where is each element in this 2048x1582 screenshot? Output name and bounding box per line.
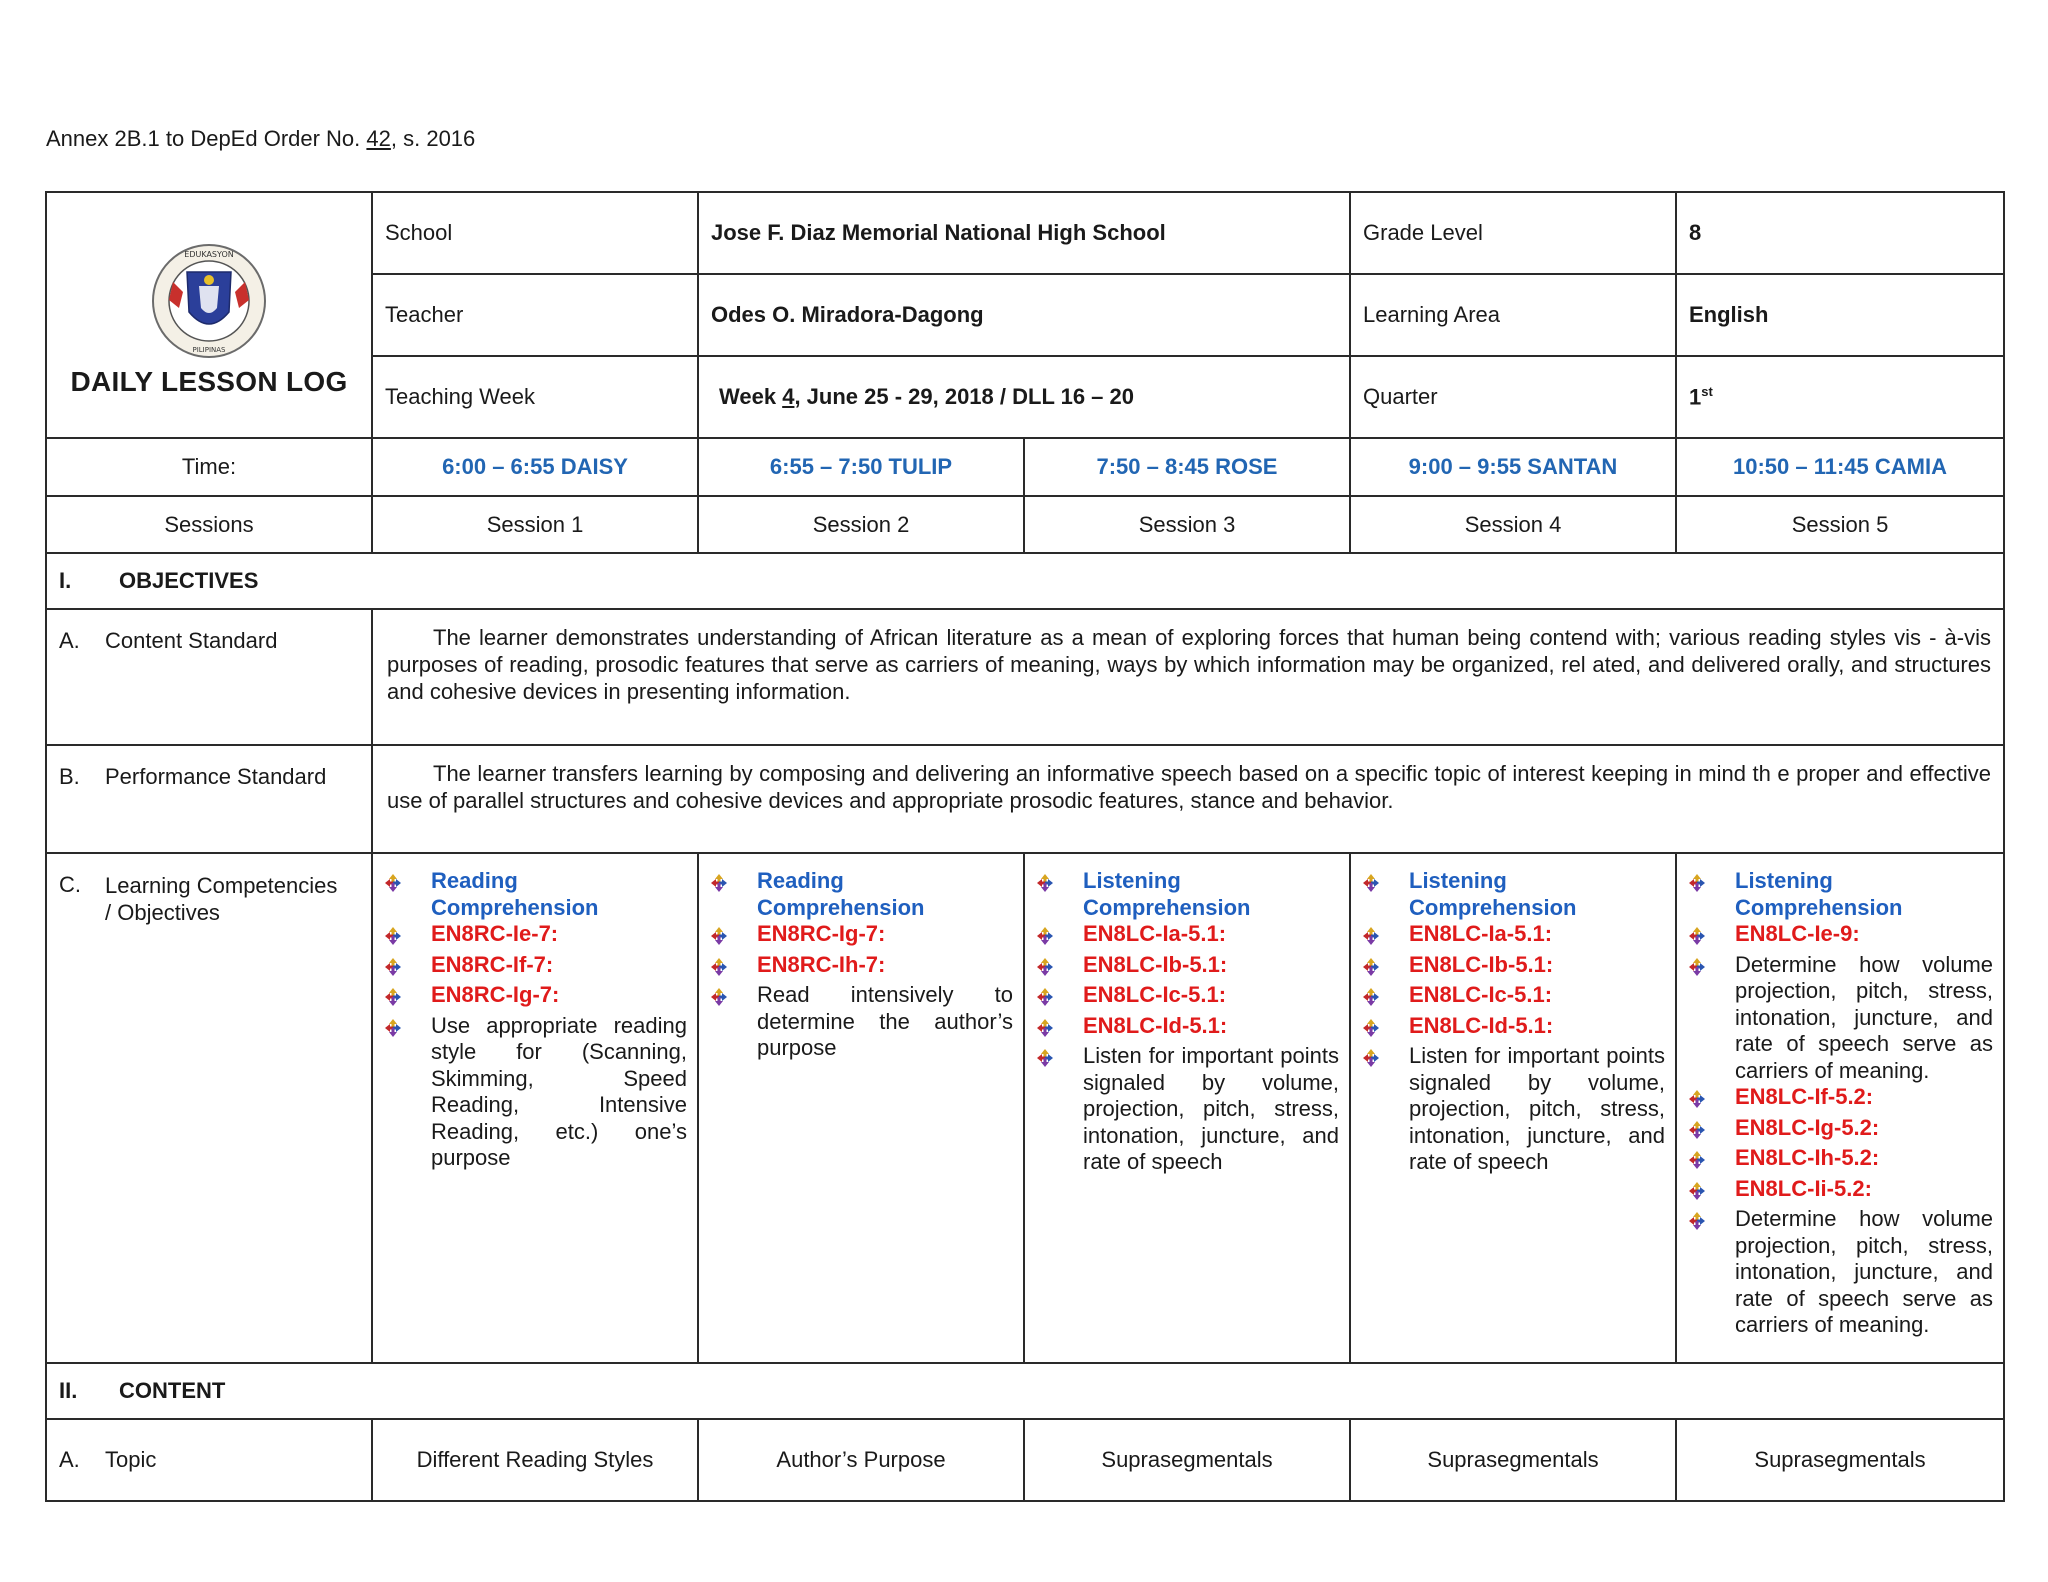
competency-code: EN8LC-Id-5.1:	[1409, 1012, 1554, 1038]
topic-letter: A.	[59, 1447, 80, 1472]
competency-code: EN8LC-Id-5.1:	[1083, 1012, 1228, 1038]
competencies-session-2	[698, 853, 1024, 1363]
competency-item	[1037, 921, 1339, 952]
competency-item	[1689, 1176, 1993, 1207]
time-label: Time:	[46, 438, 372, 496]
annex-prefix: Annex 2B.1 to DepEd Order No.	[46, 126, 367, 151]
competency-item	[711, 868, 1013, 921]
competency-code: EN8RC-Ie-7:	[431, 921, 559, 946]
competencies-session-5	[1676, 853, 2004, 1363]
competencies-session-3	[1024, 853, 1350, 1363]
competency-item	[1363, 1013, 1665, 1044]
content-standard-label	[46, 609, 372, 745]
header-logo-cell	[46, 192, 372, 438]
four-color-arrow-bullet-icon	[1689, 952, 1735, 983]
competency-text: Listen for important points signaled by volume, projection, pitch, stress, intonation, juncture, and rate of speech	[1409, 1043, 1665, 1174]
four-color-arrow-bullet-icon	[385, 868, 431, 899]
session-4: Session 4	[1350, 496, 1676, 553]
performance-standard-text	[372, 745, 2004, 853]
session-1: Session 1	[372, 496, 698, 553]
competency-heading: Reading Comprehension	[431, 868, 599, 920]
teaching-week-value	[698, 356, 1350, 438]
competency-item	[1363, 982, 1665, 1013]
topic-session-3: Suprasegmentals	[1024, 1419, 1350, 1501]
annex-suffix: , s. 2016	[390, 126, 476, 151]
content-standard-body: The learner demonstrates understanding of African literature as a mean of exploring forces that human being contend with; various reading styles vis - à-vis purposes of reading, prosodic features that serve as carriers of meaning, ways by which information may be organized, rel ated, and delivered orally, and structures and cohesive devices in presenting information.	[387, 625, 1991, 704]
four-color-arrow-bullet-icon	[1689, 1084, 1735, 1115]
four-color-arrow-bullet-icon	[385, 982, 431, 1013]
topic-label	[46, 1419, 372, 1501]
grade-level-value: 8	[1676, 192, 2004, 274]
competency-item	[1689, 1145, 1993, 1176]
four-color-arrow-bullet-icon	[711, 952, 757, 983]
four-color-arrow-bullet-icon	[385, 921, 431, 952]
time-slot-3: 7:50 – 8:45 ROSE	[1024, 438, 1350, 496]
competency-code: EN8LC-Ig-5.2:	[1735, 1114, 1880, 1140]
competency-heading: Listening Comprehension	[1409, 868, 1577, 920]
competency-item	[385, 921, 687, 952]
competency-item	[1689, 1206, 1993, 1339]
four-color-arrow-bullet-icon	[1037, 921, 1083, 952]
quarter-label: Quarter	[1350, 356, 1676, 438]
four-color-arrow-bullet-icon	[385, 1013, 431, 1044]
competency-text: Use appropriate reading style for (Scanning, Skimming, Speed Reading, Intensive Reading, etc.) one’s purpose	[431, 1012, 687, 1170]
objectives-number: I.	[59, 568, 72, 593]
teacher-label: Teacher	[372, 274, 698, 356]
competency-item	[711, 952, 1013, 983]
four-color-arrow-bullet-icon	[385, 952, 431, 983]
four-color-arrow-bullet-icon	[1689, 1206, 1735, 1237]
four-color-arrow-bullet-icon	[1037, 952, 1083, 983]
topic-session-5: Suprasegmentals	[1676, 1419, 2004, 1501]
topic-session-1: Different Reading Styles	[372, 1419, 698, 1501]
competencies-label	[46, 853, 372, 1363]
competency-item	[1363, 921, 1665, 952]
daily-lesson-log-table	[45, 191, 2005, 1502]
performance-standard-label	[46, 745, 372, 853]
competency-code: EN8RC-If-7:	[431, 951, 554, 977]
competency-item	[1037, 952, 1339, 983]
competency-item	[385, 952, 687, 983]
content-standard-label-text: Content Standard	[105, 628, 278, 653]
competency-code: EN8LC-Ic-5.1:	[1083, 982, 1227, 1007]
four-color-arrow-bullet-icon	[1363, 1013, 1409, 1044]
competency-item	[1689, 952, 1993, 1085]
school-value: Jose F. Diaz Memorial National High School	[698, 192, 1350, 274]
four-color-arrow-bullet-icon	[1363, 982, 1409, 1013]
four-color-arrow-bullet-icon	[1037, 982, 1083, 1013]
annex-order-no: 42	[366, 126, 391, 151]
quarter-number: 1	[1689, 384, 1702, 410]
learning-area-value: English	[1676, 274, 2004, 356]
four-color-arrow-bullet-icon	[1689, 868, 1735, 899]
four-color-arrow-bullet-icon	[711, 868, 757, 899]
competency-code: EN8LC-Ic-5.1:	[1409, 982, 1553, 1007]
school-label: School	[372, 192, 698, 274]
four-color-arrow-bullet-icon	[1689, 1145, 1735, 1176]
content-title: CONTENT	[119, 1378, 226, 1403]
competency-code: EN8LC-If-5.2:	[1735, 1084, 1874, 1109]
week-dates: , June 25 - 29, 2018 / DLL 16 – 20	[794, 384, 1134, 409]
competency-text: Listen for important points signaled by volume, projection, pitch, stress, intonation, juncture, and rate of speech	[1083, 1043, 1339, 1174]
time-slot-4: 9:00 – 9:55 SANTAN	[1350, 438, 1676, 496]
time-slot-2: 6:55 – 7:50 TULIP	[698, 438, 1024, 496]
content-standard-text	[372, 609, 2004, 745]
performance-standard-label-text: Performance Standard	[105, 764, 327, 789]
competency-item	[1037, 868, 1339, 921]
objectives-title: OBJECTIVES	[119, 568, 259, 593]
competency-text: Determine how volume projection, pitch, stress, intonation, juncture, and rate of speech serve as carriers of meaning.	[1735, 951, 1993, 1083]
four-color-arrow-bullet-icon	[1689, 1115, 1735, 1146]
competency-code: EN8LC-Ie-9:	[1735, 921, 1860, 946]
content-standard-letter: A.	[59, 628, 80, 653]
competency-code: EN8LC-Ii-5.2:	[1735, 1175, 1872, 1201]
performance-standard-letter: B.	[59, 764, 80, 789]
competency-heading: Reading Comprehension	[757, 868, 925, 920]
deped-seal-icon	[143, 242, 275, 360]
four-color-arrow-bullet-icon	[1037, 868, 1083, 899]
competency-item	[385, 868, 687, 921]
session-2: Session 2	[698, 496, 1024, 553]
quarter-suffix: st	[1701, 383, 1713, 399]
performance-standard-body: The learner transfers learning by composing and delivering an informative speech based on a specific topic of interest keeping in mind th e proper and effective use of parallel structures and cohesive devices and appropriate prosodic features, stance and behavior.	[387, 761, 1991, 813]
four-color-arrow-bullet-icon	[711, 921, 757, 952]
competency-item	[385, 982, 687, 1013]
competency-item	[1689, 1084, 1993, 1115]
session-5: Session 5	[1676, 496, 2004, 553]
competency-text: Read intensively to determine the author’s purpose	[757, 982, 1013, 1060]
sessions-label: Sessions	[46, 496, 372, 553]
four-color-arrow-bullet-icon	[1363, 868, 1409, 899]
teaching-week-label: Teaching Week	[372, 356, 698, 438]
dll-title: DAILY LESSON LOG	[70, 366, 348, 397]
competency-item	[1689, 921, 1993, 952]
topic-label-text: Topic	[105, 1447, 157, 1472]
four-color-arrow-bullet-icon	[1037, 1043, 1083, 1074]
competency-heading: Listening Comprehension	[1083, 868, 1251, 920]
time-slot-1: 6:00 – 6:55 DAISY	[372, 438, 698, 496]
svg-text:EDUKASYON: EDUKASYON	[184, 250, 234, 259]
competency-item	[1363, 1043, 1665, 1176]
content-heading	[46, 1363, 2004, 1419]
learning-area-label: Learning Area	[1350, 274, 1676, 356]
grade-level-label: Grade Level	[1350, 192, 1676, 274]
competency-item	[1037, 1043, 1339, 1176]
four-color-arrow-bullet-icon	[1363, 921, 1409, 952]
four-color-arrow-bullet-icon	[711, 982, 757, 1013]
session-3: Session 3	[1024, 496, 1350, 553]
svg-text:PILIPINAS: PILIPINAS	[192, 346, 226, 354]
competencies-letter: C.	[59, 872, 81, 897]
time-slot-5: 10:50 – 11:45 CAMIA	[1676, 438, 2004, 496]
competency-item	[1689, 1115, 1993, 1146]
competency-code: EN8LC-Ib-5.1:	[1083, 951, 1228, 977]
competency-text: Determine how volume projection, pitch, stress, intonation, juncture, and rate of speech serve as carriers of meaning.	[1735, 1206, 1993, 1337]
four-color-arrow-bullet-icon	[1363, 952, 1409, 983]
competencies-label-line-2: / Objectives	[105, 900, 220, 925]
topic-session-2: Author’s Purpose	[698, 1419, 1024, 1501]
quarter-value	[1676, 356, 2004, 438]
teacher-value: Odes O. Miradora-Dagong	[698, 274, 1350, 356]
competency-item	[1037, 982, 1339, 1013]
competency-code: EN8RC-Ig-7:	[431, 982, 560, 1007]
four-color-arrow-bullet-icon	[1363, 1043, 1409, 1074]
topic-session-4: Suprasegmentals	[1350, 1419, 1676, 1501]
competencies-session-1	[372, 853, 698, 1363]
four-color-arrow-bullet-icon	[1037, 1013, 1083, 1044]
competency-code: EN8LC-Ib-5.1:	[1409, 951, 1554, 977]
four-color-arrow-bullet-icon	[1689, 1176, 1735, 1207]
competency-code: EN8RC-Ig-7:	[757, 921, 886, 946]
week-number: 4	[782, 384, 795, 409]
competencies-session-4	[1350, 853, 1676, 1363]
objectives-heading	[46, 553, 2004, 609]
competency-heading: Listening Comprehension	[1735, 868, 1903, 920]
competency-code: EN8RC-Ih-7:	[757, 951, 886, 977]
four-color-arrow-bullet-icon	[1689, 921, 1735, 952]
competency-item	[1363, 868, 1665, 921]
competency-code: EN8LC-Ia-5.1:	[1083, 921, 1227, 946]
competency-item	[1037, 1013, 1339, 1044]
competency-item	[385, 1013, 687, 1172]
competency-item	[1363, 952, 1665, 983]
competency-code: EN8LC-Ih-5.2:	[1735, 1145, 1880, 1170]
competency-item	[711, 982, 1013, 1062]
week-prefix: Week	[719, 384, 783, 409]
competency-item	[711, 921, 1013, 952]
competency-code: EN8LC-Ia-5.1:	[1409, 921, 1553, 946]
annex-reference	[46, 126, 475, 152]
competency-item	[1689, 868, 1993, 921]
competencies-label-line-1: Learning Competencies	[105, 873, 338, 898]
content-number: II.	[59, 1378, 78, 1403]
